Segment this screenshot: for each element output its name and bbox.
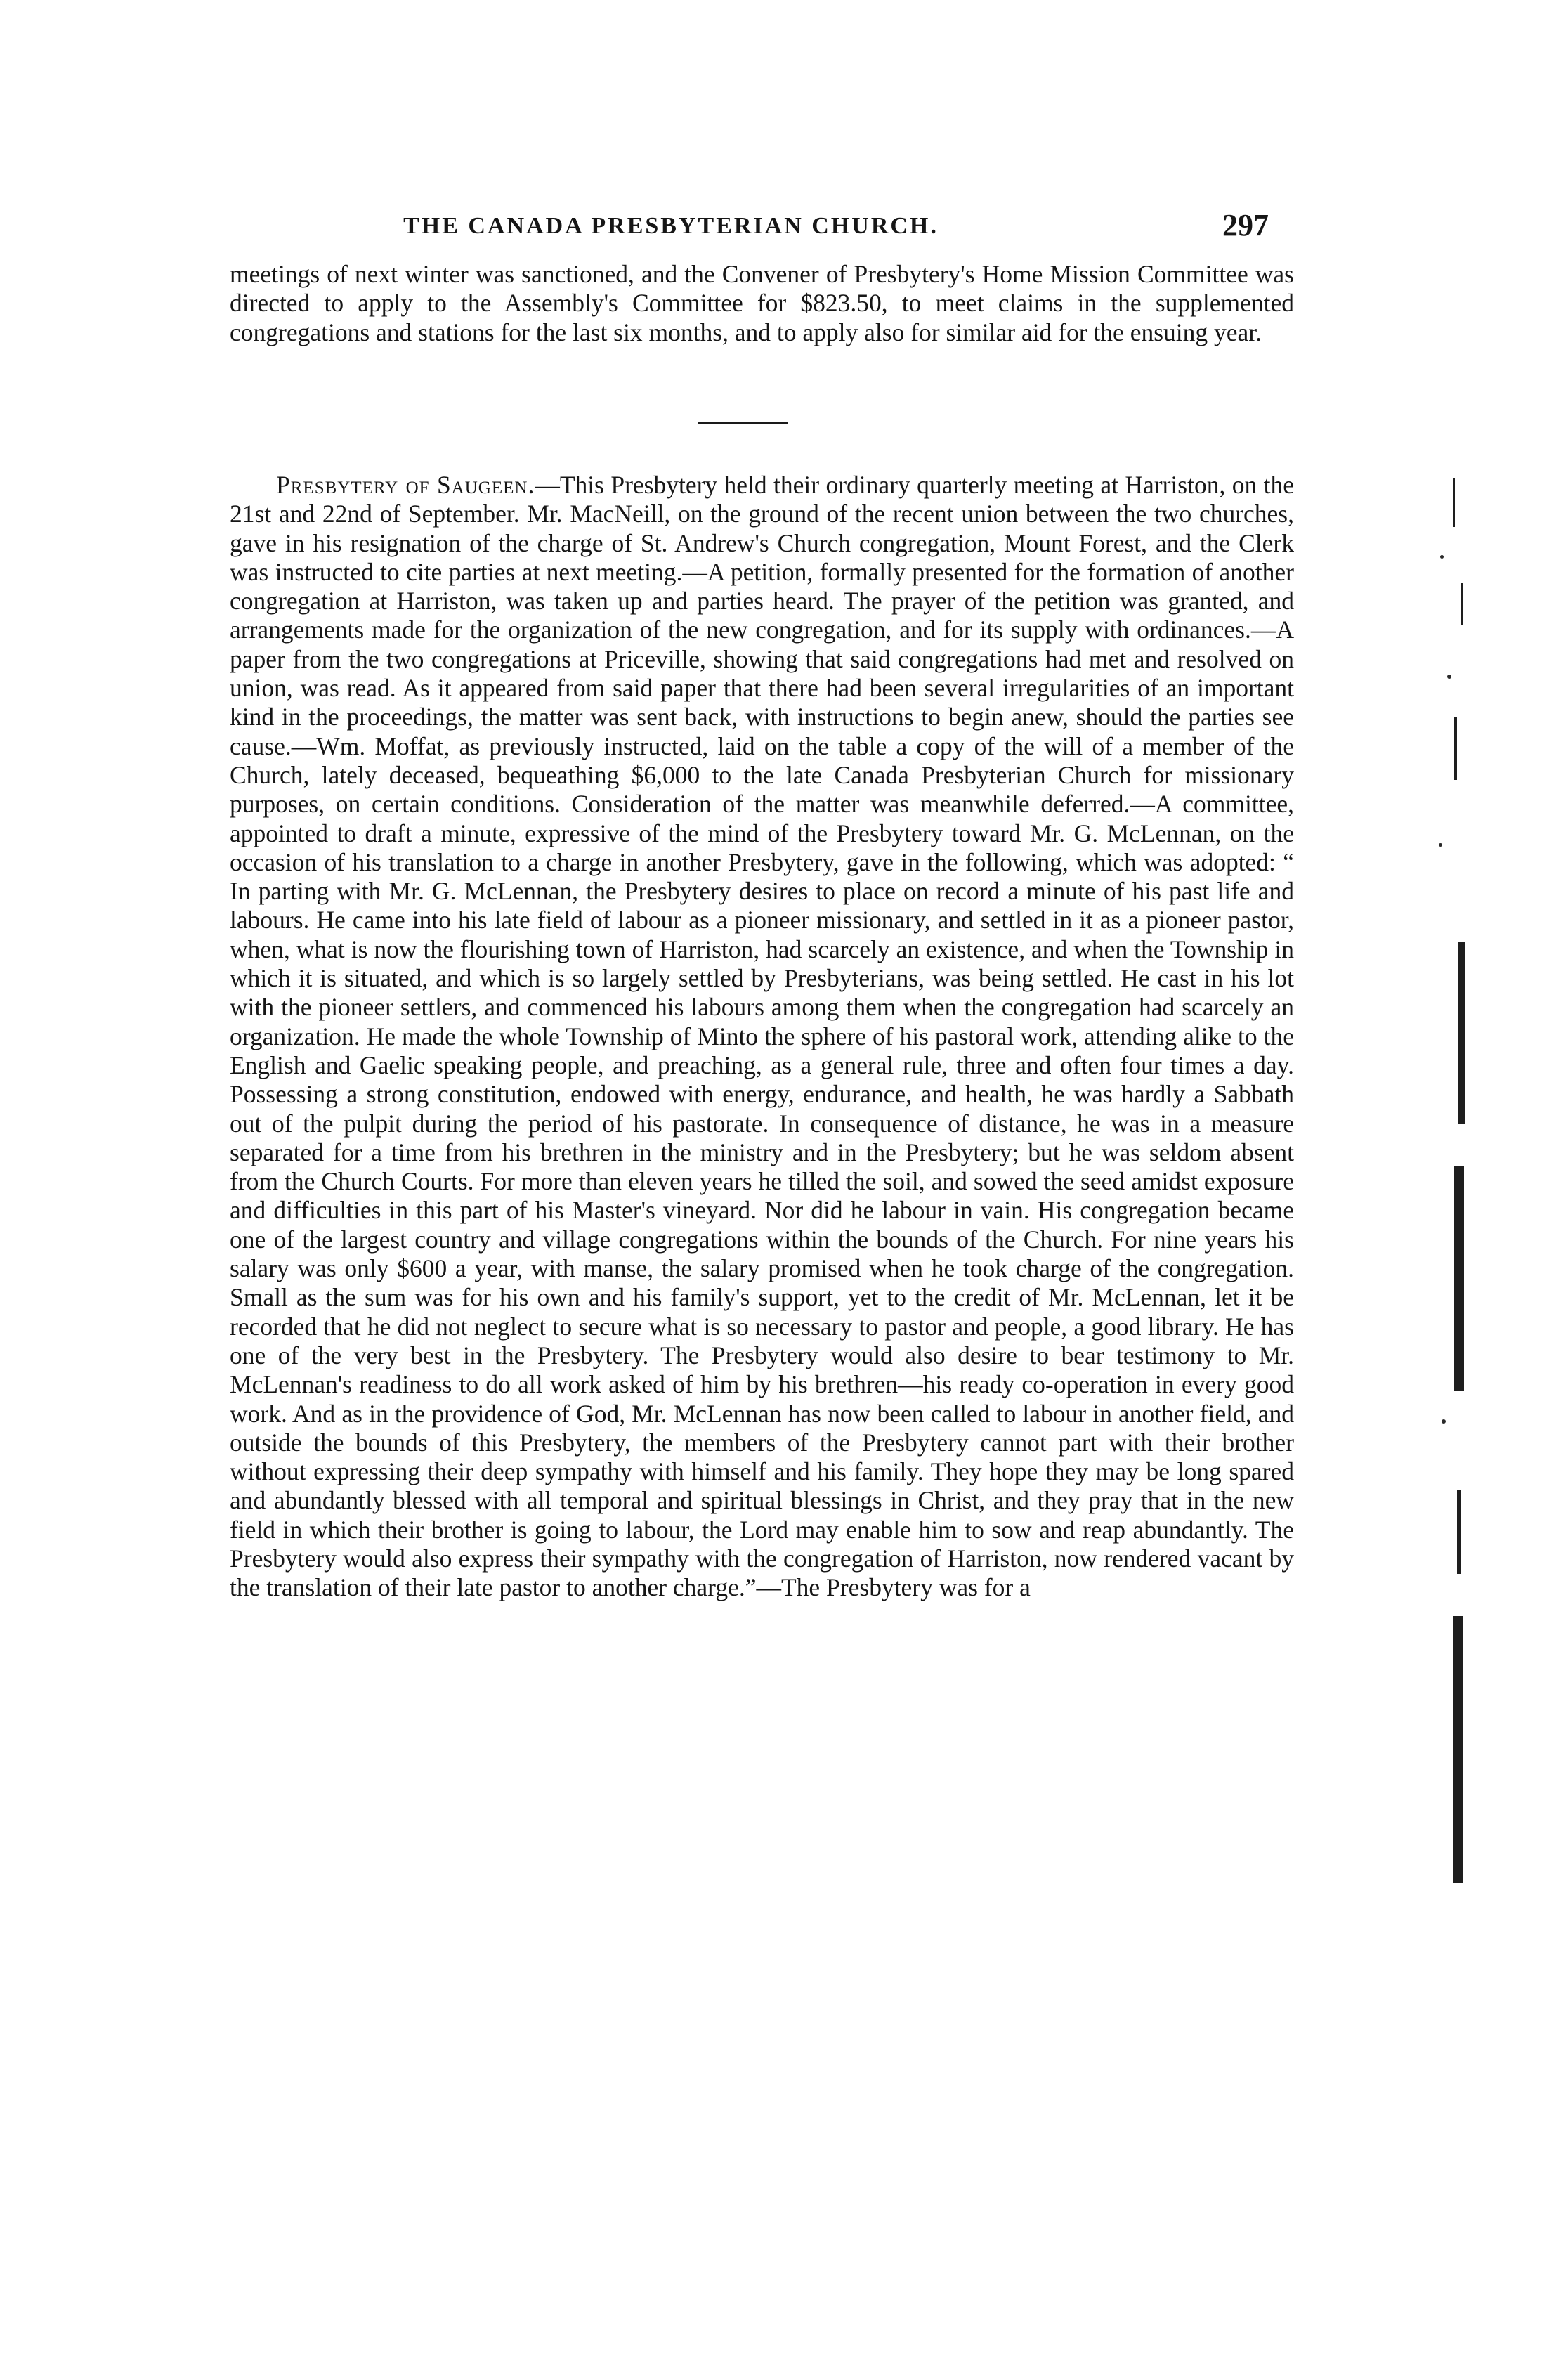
continued-paragraph: meetings of next winter was sanctioned, and the Convener of Presbytery's Home Mission Committee was directed to apply to the Assembly's Committee for $823.50, to meet claims in the supplemented congregations and stations for the last six months, and to apply also for similar aid for the ensuing year. <box>230 260 1294 346</box>
continued-paragraph-block <box>230 260 1294 347</box>
margin-scan-artifacts <box>1433 450 1489 1939</box>
page-header <box>232 207 1286 249</box>
running-head: THE CANADA PRESBYTERIAN CHURCH. <box>403 213 939 239</box>
report-heading: Presbytery of Saugeen. <box>276 471 535 499</box>
presbytery-report-block <box>230 471 1294 1603</box>
section-divider <box>698 422 788 424</box>
page-number: 297 <box>1222 208 1269 242</box>
report-body: —This Presbytery held their ordinary quarterly meeting at Harriston, on the 21st and 22nd of September. Mr. MacNeill, on the ground of the recent union between the two churches, gave in his resignation of the charge of St. Andrew's Church congregation, Mount Forest, and the Clerk was instructed to cite parties at next meeting.—A petition, formally presented for the formation of another congregation at Harriston, was taken up and parties heard. The prayer of the petition was granted, and arrangements made for the organization of the new congregation, and for its supply with ordinances.—A paper from the two congregations at Priceville, showing that said congregations had met and resolved on union, was read. As it appeared from said paper that there had been several irregularities of an important kind in the proceedings, the matter was sent back, with instructions to begin anew, should the parties see cause.—Wm. Moffat, as previously instructed, laid on the table a copy of the will of a member of the Church, lately deceased, bequeathing $6,000 to the late Canada Presbyterian Church for missionary purposes, on certain conditions. Consideration of the matter was meanwhile deferred.—A committee, appointed to draft a minute, expressive of the mind of the Presbytery toward Mr. G. McLennan, on the occasion of his translation to a charge in another Presbytery, gave in the following, which was adopted: “ In parting with Mr. G. McLennan, the Presbytery desires to place on record a minute of his past life and labours. He came into his late field of labour as a pioneer missionary, and settled in it as a pioneer pastor, when, what is now the flourishing town of Harriston, had scarcely an existence, and when the Township in which it is situated, and which is so largely settled by Presbyterians, was being settled. He cast in his lot with the pioneer settlers, and commenced his labours among them when the congregation had scarcely an organization. He made the whole Township of Minto the sphere of his pastoral work, attending alike to the English and Gaelic speaking people, and preaching, as a general rule, three and often four times a day. Possessing a strong constitution, endowed with energy, endurance, and health, he was hardly a Sabbath out of the pulpit during the period of his pastorate. In consequence of distance, he was in a measure separated for a time from his brethren in the ministry and in the Presbytery; but he was seldom absent from the Church Courts. For more than eleven years he tilled the soil, and sowed the seed amidst exposure and difficulties in this part of his Master's vineyard. Nor did he labour in vain. His congregation became one of the largest country and village congregations within the bounds of the Church. For nine years his salary was only $600 a year, with manse, the salary promised when he took charge of the congregation. Small as the sum was for his own and his family's support, yet to the credit of Mr. McLennan, let it be recorded that he did not neglect to secure what is so necessary to pastor and people, a good library. He has one of the very best in the Presbytery. The Presbytery would also desire to bear testimony to Mr. McLennan's readiness to do all work asked of him by his brethren—his ready co-operation in every good work. And as in the providence of God, Mr. McLennan has now been called to labour in another field, and outside the bounds of this Presbytery, the members of the Presbytery cannot part with their brother without expressing their deep sympathy with himself and his family. They hope they may be long spared and abundantly blessed with all temporal and spiritual blessings in Christ, and they pray that in the new field in which their brother is going to labour, the Lord may enable him to sow and reap abundantly. The Presbytery would also express their sympathy with the congregation of Harriston, now rendered vacant by the translation of their late pastor to another charge.”—The Presbytery was for a <box>230 471 1294 1602</box>
presbytery-report-paragraph <box>230 471 1294 1603</box>
